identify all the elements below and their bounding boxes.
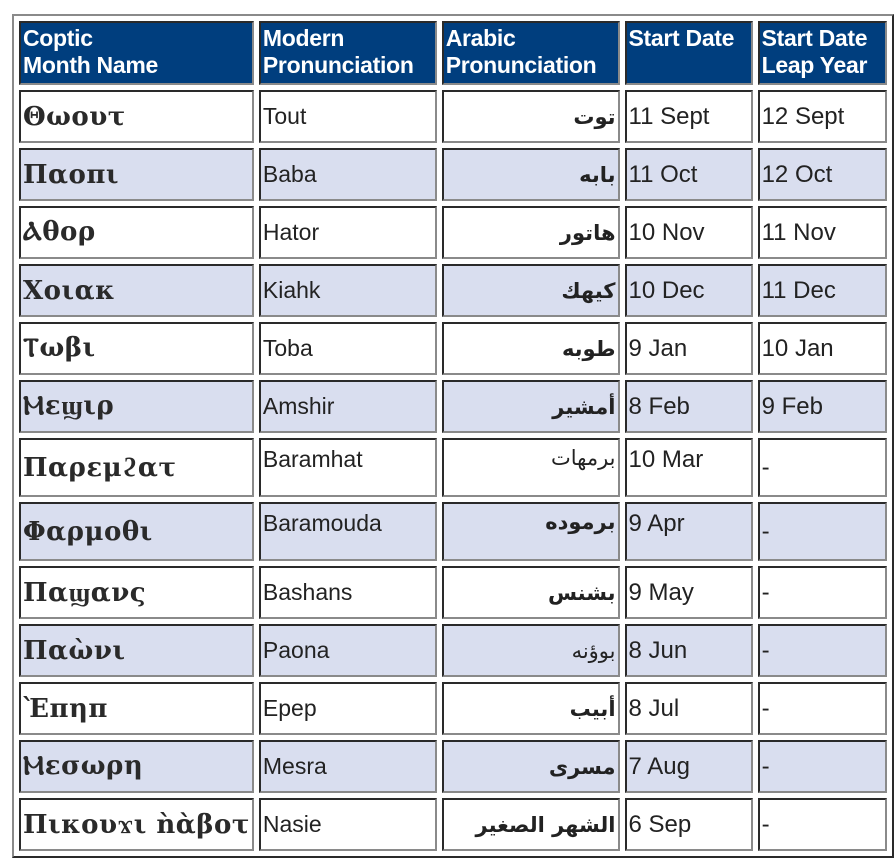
- modern-pronunciation-cell: Amshir: [259, 380, 437, 433]
- start-date-cell: 7 Aug: [625, 740, 753, 793]
- header-text: Modern: [262, 25, 345, 51]
- arabic-pronunciation-cell: توت: [442, 90, 620, 143]
- coptic-name-cell: Χοιακ: [19, 264, 254, 317]
- leap-year-start-cell: -: [758, 566, 887, 619]
- start-date-cell: 9 Jan: [625, 322, 753, 375]
- coptic-months-table: [12, 14, 894, 858]
- arabic-pronunciation-cell: كيهك: [442, 264, 620, 317]
- start-date-cell: 10 Dec: [625, 264, 753, 317]
- leap-year-start-cell: 12 Oct: [758, 148, 887, 201]
- header-text: Leap Year: [761, 52, 868, 78]
- start-date-cell: 11 Sept: [625, 90, 753, 143]
- table-row: [19, 380, 887, 433]
- table-row: [19, 206, 887, 259]
- table-row: [19, 90, 887, 143]
- table-row: [19, 798, 887, 851]
- header-text: Start Date: [761, 25, 868, 51]
- header-text: Month Name: [23, 52, 159, 78]
- modern-pronunciation-cell: Baramouda: [259, 502, 437, 561]
- header-row: [19, 21, 887, 85]
- modern-pronunciation-cell: Baramhat: [259, 438, 437, 497]
- modern-pronunciation-cell: Tout: [259, 90, 437, 143]
- arabic-pronunciation-cell: بشنس: [442, 566, 620, 619]
- leap-year-start-cell: -: [758, 682, 887, 735]
- header-text: Pronunciation: [445, 52, 597, 78]
- arabic-pronunciation-cell: مسرى: [442, 740, 620, 793]
- modern-pronunciation-cell: Nasie: [259, 798, 437, 851]
- table-row: [19, 264, 887, 317]
- start-date-cell: 8 Feb: [625, 380, 753, 433]
- header-start-date-leap-year: [758, 21, 887, 85]
- start-date-cell: 10 Mar: [625, 438, 753, 497]
- header-modern-pronunciation: [259, 21, 437, 85]
- leap-year-start-cell: 12 Sept: [758, 90, 887, 143]
- coptic-name-cell: Ὲπηπ: [19, 682, 254, 735]
- leap-year-start-cell: -: [758, 502, 887, 561]
- leap-year-start-cell: 10 Jan: [758, 322, 887, 375]
- arabic-pronunciation-cell: برموده: [442, 502, 620, 561]
- arabic-pronunciation-cell: طوبه: [442, 322, 620, 375]
- coptic-name-cell: Παρεμϩατ: [19, 438, 254, 497]
- arabic-pronunciation-cell: بوؤنه: [442, 624, 620, 677]
- arabic-pronunciation-cell: برمهات: [442, 438, 620, 497]
- coptic-name-cell: Ⲙεσωρη: [19, 740, 254, 793]
- leap-year-start-cell: 11 Nov: [758, 206, 887, 259]
- header-arabic-pronunciation: [442, 21, 620, 85]
- table-row: [19, 624, 887, 677]
- header-text: Coptic: [23, 25, 93, 51]
- coptic-name-cell: Παοπι: [19, 148, 254, 201]
- start-date-cell: 9 May: [625, 566, 753, 619]
- coptic-name-cell: Παὼνι: [19, 624, 254, 677]
- coptic-name-cell: Πικουϫι ǹὰβοτ: [19, 798, 254, 851]
- table-row: [19, 322, 887, 375]
- table-row: [19, 682, 887, 735]
- arabic-pronunciation-cell: الشهر الصغير: [442, 798, 620, 851]
- modern-pronunciation-cell: Bashans: [259, 566, 437, 619]
- leap-year-start-cell: 11 Dec: [758, 264, 887, 317]
- table-row: [19, 566, 887, 619]
- leap-year-start-cell: -: [758, 740, 887, 793]
- start-date-cell: 10 Nov: [625, 206, 753, 259]
- header-text: Arabic: [445, 25, 516, 51]
- start-date-cell: 8 Jul: [625, 682, 753, 735]
- start-date-cell: 9 Apr: [625, 502, 753, 561]
- arabic-pronunciation-cell: هاتور: [442, 206, 620, 259]
- table-row: [19, 740, 887, 793]
- table-row: [19, 148, 887, 201]
- start-date-cell: 11 Oct: [625, 148, 753, 201]
- modern-pronunciation-cell: Baba: [259, 148, 437, 201]
- coptic-name-cell: Φαρμοθι: [19, 502, 254, 561]
- header-text: Start Date: [628, 25, 735, 51]
- arabic-pronunciation-cell: أبيب: [442, 682, 620, 735]
- leap-year-start-cell: 9 Feb: [758, 380, 887, 433]
- coptic-name-cell: Ⲧωβι: [19, 322, 254, 375]
- modern-pronunciation-cell: Mesra: [259, 740, 437, 793]
- modern-pronunciation-cell: Paona: [259, 624, 437, 677]
- arabic-pronunciation-cell: بابه: [442, 148, 620, 201]
- modern-pronunciation-cell: Hator: [259, 206, 437, 259]
- modern-pronunciation-cell: Epep: [259, 682, 437, 735]
- leap-year-start-cell: -: [758, 624, 887, 677]
- leap-year-start-cell: -: [758, 438, 887, 497]
- arabic-pronunciation-cell: أمشير: [442, 380, 620, 433]
- coptic-name-cell: Ⲁθορ: [19, 206, 254, 259]
- header-text: Pronunciation: [262, 52, 414, 78]
- coptic-name-cell: Παϣανς: [19, 566, 254, 619]
- header-coptic-month-name: [19, 21, 254, 85]
- leap-year-start-cell: -: [758, 798, 887, 851]
- start-date-cell: 6 Sep: [625, 798, 753, 851]
- coptic-name-cell: Ⲙεϣιρ: [19, 380, 254, 433]
- table-row: [19, 502, 887, 561]
- modern-pronunciation-cell: Toba: [259, 322, 437, 375]
- table-row: [19, 438, 887, 497]
- coptic-name-cell: Θωουτ: [19, 90, 254, 143]
- modern-pronunciation-cell: Kiahk: [259, 264, 437, 317]
- header-start-date: [625, 21, 753, 85]
- start-date-cell: 8 Jun: [625, 624, 753, 677]
